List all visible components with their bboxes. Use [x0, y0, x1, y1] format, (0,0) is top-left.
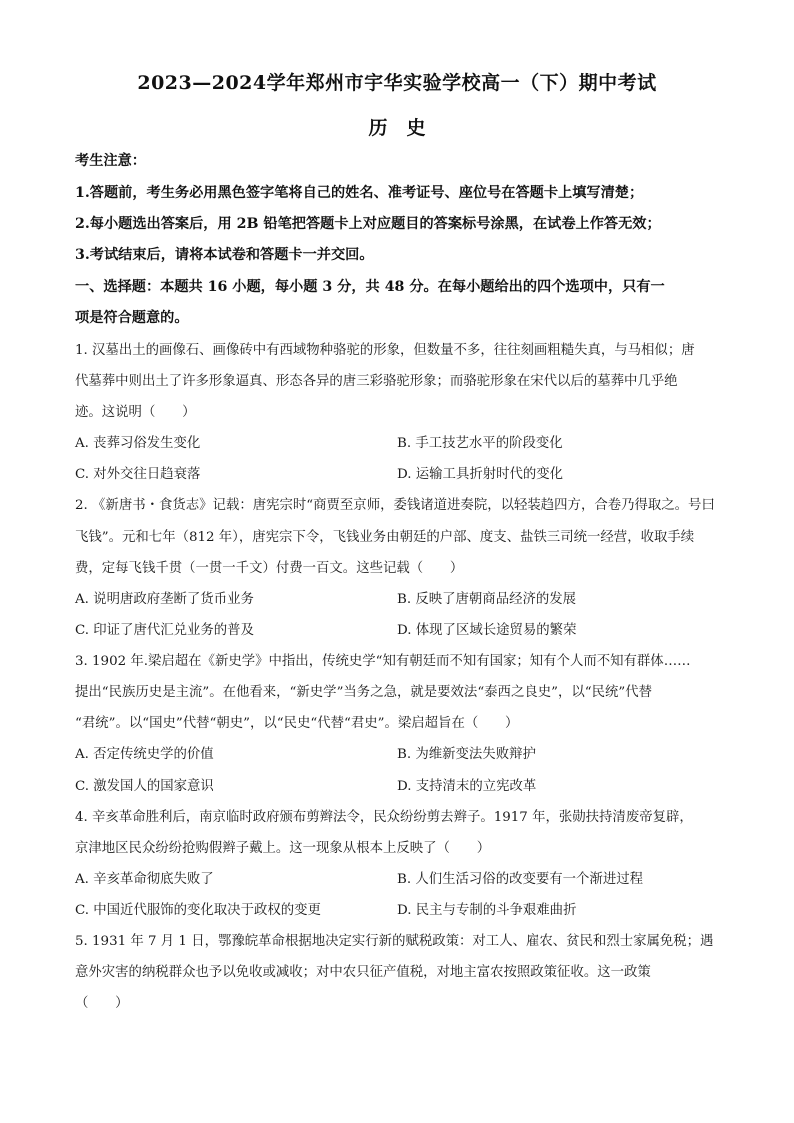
- notice-item: 2.每小题选出答案后，用 2B 铅笔把答题卡上对应题目的答案标号涂黑，在试卷上作答无效；: [75, 216, 661, 232]
- question-3-text: “君统”。以“国史”代替“朝史”，以“民史“代替“君史”。梁启超旨在（ ）: [75, 716, 519, 731]
- notice-item: 1.答题前，考生务必用黑色签字笔将自己的姓名、准考证号、座位号在答题卡上填写清楚；: [75, 185, 644, 201]
- question-4-text: 京津地区民众纷纷抢购假辫子戴上。这一现象从根本上反映了（ ）: [75, 841, 491, 856]
- question-5-text: 5. 1931 年 7 月 1 日，鄂豫皖革命根据地决定实行新的赋税政策：对工人、雇农、贫民和烈士家属免税；遇: [75, 934, 714, 949]
- question-4-option-a: A. 辛亥革命彻底失败了: [75, 872, 214, 887]
- question-3-option-c: C. 激发国人的国家意识: [75, 779, 214, 794]
- question-5-text: （ ）: [75, 996, 129, 1011]
- question-2-text: 费，定每飞钱千贯（一贯一千文）付费一百文。这些记载（ ）: [75, 561, 464, 576]
- question-1-option-c: C. 对外交往日趋衰落: [75, 467, 201, 482]
- question-3-option-a: A. 否定传统史学的价值: [75, 747, 214, 762]
- section-heading: 一、选择题：本题共 16 小题，每小题 3 分，共 48 分。在每小题给出的四个选项中，只有一: [75, 279, 665, 295]
- question-2-option-a: A. 说明唐政府垄断了货币业务: [75, 592, 254, 607]
- question-1-text: 代墓葬中则出土了许多形象逼真、形态各异的唐三彩骆驼形象；而骆驼形象在宋代以后的墓葬中几乎绝: [75, 374, 678, 389]
- question-5-text: 意外灾害的纳税群众也予以免收或减收；对中农只征产值税，对地主富农按照政策征收。这一政策: [75, 965, 651, 980]
- question-2-option-b: B. 反映了唐朝商品经济的发展: [397, 592, 577, 607]
- question-1-option-a: A. 丧葬习俗发生变化: [75, 436, 201, 451]
- question-4-option-d: D. 民主与专制的斗争艰难曲折: [397, 903, 577, 918]
- question-1-option-b: B. 手工技艺水平的阶段变化: [397, 436, 563, 451]
- question-2-option-d: D. 体现了区域长途贸易的繁荣: [397, 623, 577, 638]
- exam-title: 2023—2024学年郑州市宇华实验学校高一（下）期中考试: [137, 72, 657, 94]
- question-2-text: 飞钱”。元和七年（812 年），唐宪宗下令，飞钱业务由朝廷的户部、度支、盐铁三司统一经营，收取手续: [75, 530, 695, 545]
- question-4-text: 4. 辛亥革命胜利后，南京临时政府颁布剪辫法令，民众纷纷剪去辫子。1917 年，张勋扶持清废帝复辟，: [75, 810, 693, 825]
- question-3-option-d: D. 支持清末的立宪改革: [397, 779, 537, 794]
- question-4-option-c: C. 中国近代服饰的变化取决于政权的变更: [75, 903, 321, 918]
- question-1-option-d: D. 运输工具折射时代的变化: [397, 467, 564, 482]
- subject-title: 历 史: [368, 117, 426, 139]
- question-4-option-b: B. 人们生活习俗的改变要有一个渐进过程: [397, 872, 643, 887]
- notice-heading: 考生注意：: [75, 153, 146, 169]
- question-2-text: 2. 《新唐书・食货志》记载：唐宪宗时“商贾至京师，委钱诸道进奏院，以轻装趋四方，合卷乃得取之。号曰: [75, 498, 715, 513]
- question-2-option-c: C. 印证了唐代汇兑业务的普及: [75, 623, 254, 638]
- question-3-option-b: B. 为维新变法失败辩护: [397, 747, 536, 762]
- section-heading-cont: 项是符合题意的。: [75, 310, 189, 326]
- question-3-text: 提出“民族历史是主流”。在他看来，“新史学”当务之急，就是要效法“泰西之良史”，以“民统”代替: [75, 685, 652, 700]
- question-3-text: 3. 1902 年.梁启超在《新史学》中指出，传统史学“知有朝廷而不知有国家；知有个人而不知有群体……: [75, 654, 691, 669]
- question-1-text: 1. 汉墓出土的画像石、画像砖中有西域物种骆驼的形象，但数量不多，往往刻画粗糙失真，与马相似；唐: [75, 343, 695, 358]
- notice-item: 3.考试结束后，请将本试卷和答题卡一并交回。: [75, 247, 374, 263]
- question-1-text: 迹。这说明（ ）: [75, 405, 196, 420]
